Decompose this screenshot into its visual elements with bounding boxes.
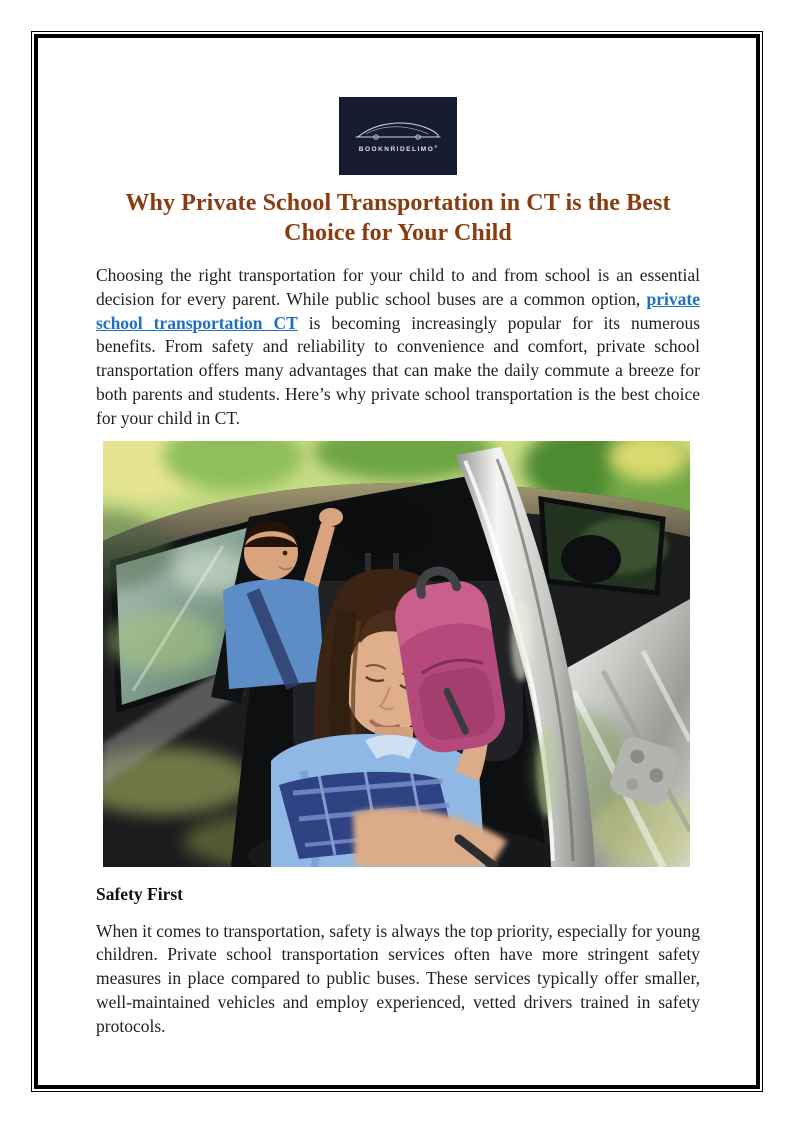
section-heading-safety-first: Safety First: [96, 883, 183, 904]
intro-paragraph: [96, 264, 700, 431]
page-content: [96, 0, 700, 1039]
brand-name: BOOKNRIDELIMO®: [358, 144, 438, 154]
article-photo: [103, 441, 690, 867]
section-paragraph-safety-first: When it comes to transportation, safety is always the top priority, especially for young children. Private school transportation services often have more stringent safety measures in place compared to public buses. These services typically offer smaller, well-maintained vehicles and employ experienced, vetted drivers trained in safety protocols.: [96, 920, 700, 1036]
intro-text-after: is becoming increasingly popular for its numerous benefits. From safety and reliability to convenience and comfort, private school transportation offers many advantages that can make the daily commute a breeze for both parents and students. Here’s why private school transportation is the best choice for your child in CT.: [96, 312, 700, 428]
car-silhouette-icon: [352, 118, 444, 144]
registered-mark: ®: [434, 144, 438, 150]
inline-link-private-school-transportation[interactable]: private school transportation CT: [96, 288, 700, 333]
page-title: Why Private School Transportation in CT is the Best Choice for Your Child: [125, 190, 671, 246]
brand-logo: [339, 97, 457, 175]
intro-text-before: Choosing the right transportation for your child to and from school is an essential decision for every parent. While public school buses are a common option,: [96, 265, 700, 309]
article-photo-illustration: [103, 441, 690, 867]
